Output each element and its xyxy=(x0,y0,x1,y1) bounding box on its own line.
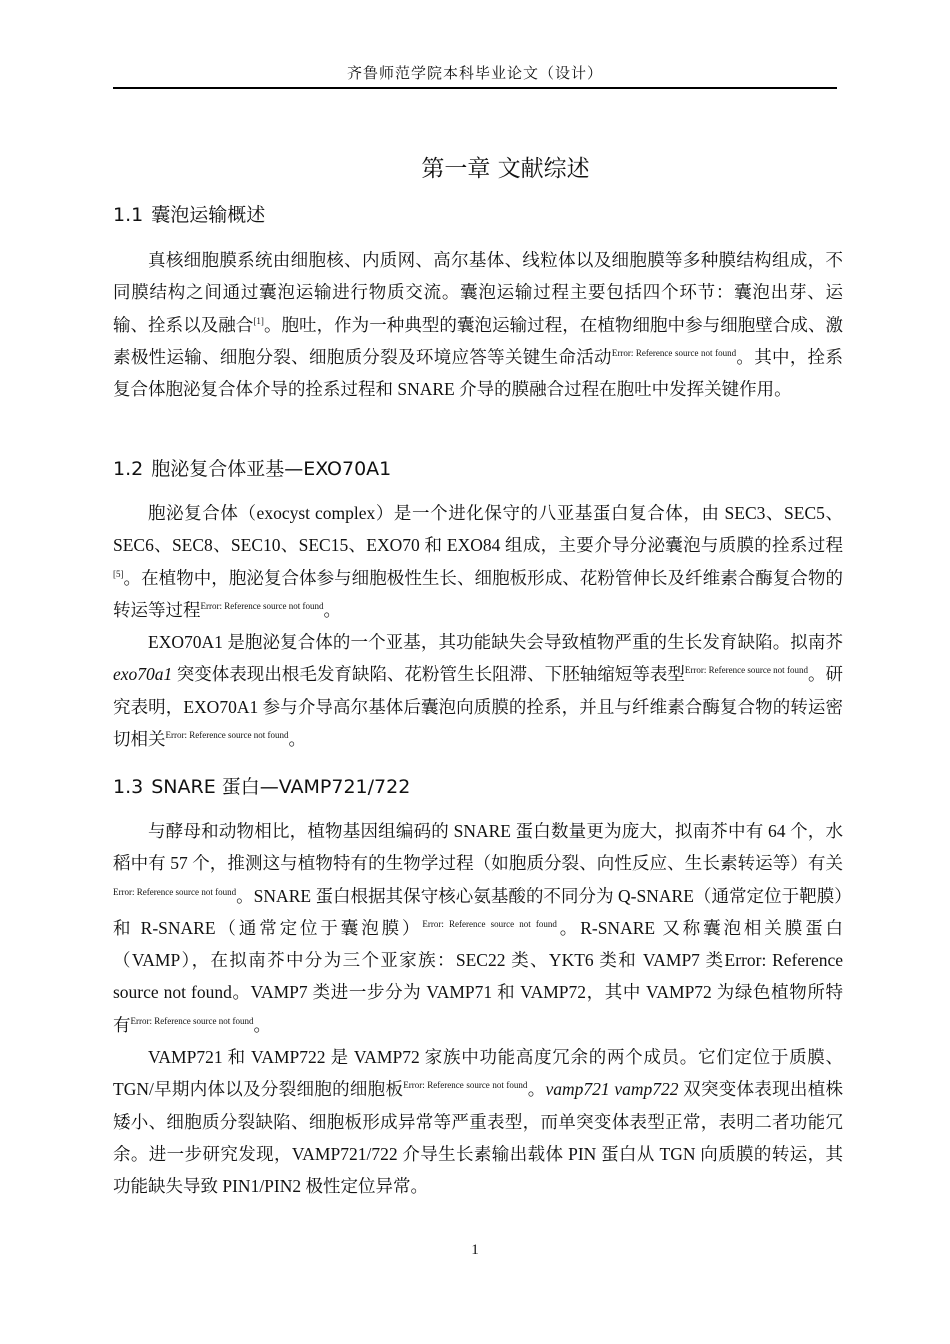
paragraph-1-2-a xyxy=(113,497,843,626)
citation-error: Error: Reference source not found xyxy=(200,600,324,611)
citation-error: Error: Reference source not found xyxy=(403,1080,528,1091)
text-run: 。SNARE 蛋白根据其保守核心氨基酸的不同分为 Q-SNARE（通常定位于靶膜）和 R-SNARE（通常定位于囊泡膜） xyxy=(113,885,843,938)
citation-error: Error: Reference source not found xyxy=(611,347,737,358)
citation-error: Error: Reference source not found xyxy=(165,729,289,740)
citation-error: Error: Reference source not found xyxy=(684,665,808,676)
section-title: 胞泌复合体亚基—EXO70A1 xyxy=(151,458,392,480)
citation: [5] xyxy=(113,568,124,579)
paragraph-1-2-b xyxy=(113,626,843,755)
section-heading-1-2 xyxy=(113,454,391,481)
text-run: 。R-SNARE 又称囊泡相关膜蛋白（VAMP），在拟南芥中分为三个亚家族：SEC22 类、YKT6 类和 VAMP7 类Error: Reference source not found。VAMP7 类进一步分为 VAMP71 和 VAMP72，其中 VAMP72 为绿色植物所特有 xyxy=(113,917,843,1035)
section-heading-1-3 xyxy=(113,772,410,799)
section-number: 1.3 xyxy=(113,776,144,798)
text-run: 。在植物中，胞泌复合体参与细胞极性生长、细胞板形成、花粉管伸长及纤维素合酶复合物的转运等过程 xyxy=(113,567,843,620)
section-number: 1.1 xyxy=(113,204,144,226)
chapter-title: 第一章 文献综述 xyxy=(421,156,590,182)
paragraph-1-3-b xyxy=(113,1041,843,1202)
citation-error: Error: Reference source not found xyxy=(130,1015,254,1026)
citation-error: Error: Reference source not found xyxy=(113,886,237,897)
text-run: 双突变体表现出植株矮小、细胞质分裂缺陷、细胞板形成异常等严重表型，而单突变体表型正常，表明二者功能冗余。进一步研究发现，VAMP721/722 介导生长素输出载体 PIN 蛋白从 TGN 向质膜的转运，其功能缺失导致 PIN1/PIN2 极性定位异常。 xyxy=(113,1079,844,1197)
header-rule xyxy=(113,87,837,89)
text-run: 胞泌复合体（exocyst complex）是一个进化保守的八亚基蛋白复合体，由 SEC3、SEC5、SEC6、SEC8、SEC10、SEC15、EXO70 和 EXO84 组成，主要介导分泌囊泡与质膜的拴系过程 xyxy=(113,503,843,556)
gene-name: exo70a1 xyxy=(113,664,173,685)
text-run: 。 xyxy=(323,599,341,620)
page-number: 1 xyxy=(471,1242,479,1258)
section-heading-1-1 xyxy=(113,200,265,227)
running-header: 齐鲁师范学院本科毕业论文（设计） xyxy=(346,64,603,82)
text-run: 。 xyxy=(288,728,306,749)
text-run: EXO70A1 是胞泌复合体的一个亚基，其功能缺失会导致植物严重的生长发育缺陷。拟南芥 xyxy=(148,632,843,652)
text-run: VAMP721 和 VAMP722 是 VAMP72 家族中功能高度冗余的两个成员。它们定位于质膜、TGN/早期内体以及分裂细胞的细胞板 xyxy=(113,1047,843,1100)
section-title: 囊泡运输概述 xyxy=(151,204,266,226)
section-number: 1.2 xyxy=(113,458,144,480)
paragraph-1-1 xyxy=(113,244,843,405)
text-run: 。研究表明，EXO70A1 参与介导高尔基体后囊泡向质膜的拴系，并且与纤维素合酶复合物的转运密切相关 xyxy=(113,664,844,749)
text-run: 。 xyxy=(253,1014,271,1035)
paragraph-1-3-a xyxy=(113,815,843,1041)
gene-name: vamp721 vamp722 xyxy=(545,1079,679,1100)
text-run: 真核细胞膜系统由细胞核、内质网、高尔基体、线粒体以及细胞膜等多种膜结构组成，不同膜结构之间通过囊泡运输进行物质交流。囊泡运输过程主要包括四个环节：囊泡出芽、运输、拴系以及融合 xyxy=(113,250,843,335)
text-run: 。其中，拴系复合体胞泌复合体介导的拴系过程和 SNARE 介导的膜融合过程在胞吐中发挥关键作用。 xyxy=(113,346,843,400)
section-title: SNARE 蛋白—VAMP721/722 xyxy=(151,776,411,798)
text-run: 与酵母和动物相比，植物基因组编码的 SNARE 蛋白数量更为庞大，拟南芥中有 64 个，水稻中有 57 个，推测这与植物特有的生物学过程（如胞质分裂、向性反应、生长素转运等）有关 xyxy=(113,821,843,874)
text-run: 。 xyxy=(527,1079,546,1100)
text-run: 突变体表现出根毛发育缺陷、花粉管生长阻滞、下胚轴缩短等表型 xyxy=(172,664,685,685)
text-run: 。胞吐，作为一种典型的囊泡运输过程，在植物细胞中参与细胞壁合成、激素极性运输、细胞分裂、细胞质分裂及环境应答等关键生命活动 xyxy=(113,314,843,367)
citation-error: Error: Reference source not found xyxy=(422,918,557,929)
citation: [1] xyxy=(253,315,264,326)
